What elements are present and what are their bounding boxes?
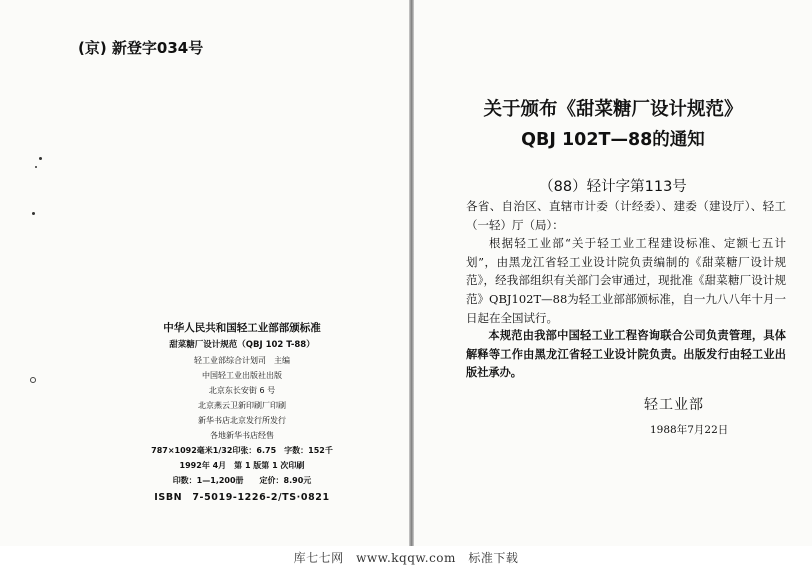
colophon-distributor: 新华书店北京发行所发行 (198, 416, 286, 425)
issue-date: 1988年7月22日 (650, 424, 729, 436)
colophon-local-sellers: 各地新华书店经售 (210, 431, 274, 440)
colophon-format: 787×1092毫米1/32印张：6.75 字数：152千 (151, 446, 333, 455)
notice-paragraph: 根据轻工业部“关于轻工业工程建设标准、定额七五计划”，由黑龙江省轻工业设计院负责编制的《甜菜糖厂设计规范》，经我部组织有关部门会审通过，现批准《甜菜糖厂设计规范》QBJ102T—88为轻工业部部颁标准，自一九八八年十月一日起在全国试行。 (466, 236, 786, 325)
notice-title: 关于颁布《甜菜糖厂设计规范》 (483, 99, 743, 120)
notice-subtitle: QBJ 102T—88的通知 (521, 130, 705, 150)
issuing-authority: 轻工业部 (644, 397, 704, 413)
colophon-publisher: 中国轻工业出版社出版 (202, 371, 282, 380)
book-spine (409, 0, 414, 546)
registration-number: (京) 新登字034号 (78, 39, 204, 57)
notice-paragraph: 本规范由我部中国轻工业工程咨询联合公司负责管理，具体解释等工作由黑龙江省轻工业设计院负责。出版发行由轻工业出版社承办。 (466, 329, 786, 380)
scan-speck (30, 377, 36, 383)
colophon-print-run: 印数：1—1,200册 定价：8.90元 (172, 476, 312, 485)
scan-speck (35, 166, 37, 168)
scan-speck (39, 157, 42, 160)
colophon-edition: 1992年 4月 第 1 版第 1 次印刷 (179, 461, 305, 470)
colophon-address: 北京东长安街 6 号 (208, 386, 276, 395)
colophon-title: 中华人民共和国轻工业部部颁标准 (163, 322, 321, 334)
notice-body (466, 197, 786, 383)
document-number: （88）轻计字第113号 (539, 179, 687, 195)
colophon-printer: 北京燕云卫新印刷厂印刷 (198, 401, 286, 410)
footer-watermark: 库七七网 www.kqqw.com 标准下载 (293, 551, 519, 565)
addressees: 各省、自治区、直辖市计委（计经委）、建委（建设厅）、轻工（一轻）厅（局）： (466, 199, 786, 232)
colophon-standard-name: 甜菜糖厂设计规范（QBJ 102 T-88） (169, 340, 315, 350)
colophon (132, 320, 352, 503)
scan-speck (32, 212, 35, 215)
colophon-editor: 轻工业部综合计划司 主编 (194, 356, 290, 365)
colophon-isbn: ISBN 7-5019-1226-2/TS·0821 (154, 492, 330, 503)
